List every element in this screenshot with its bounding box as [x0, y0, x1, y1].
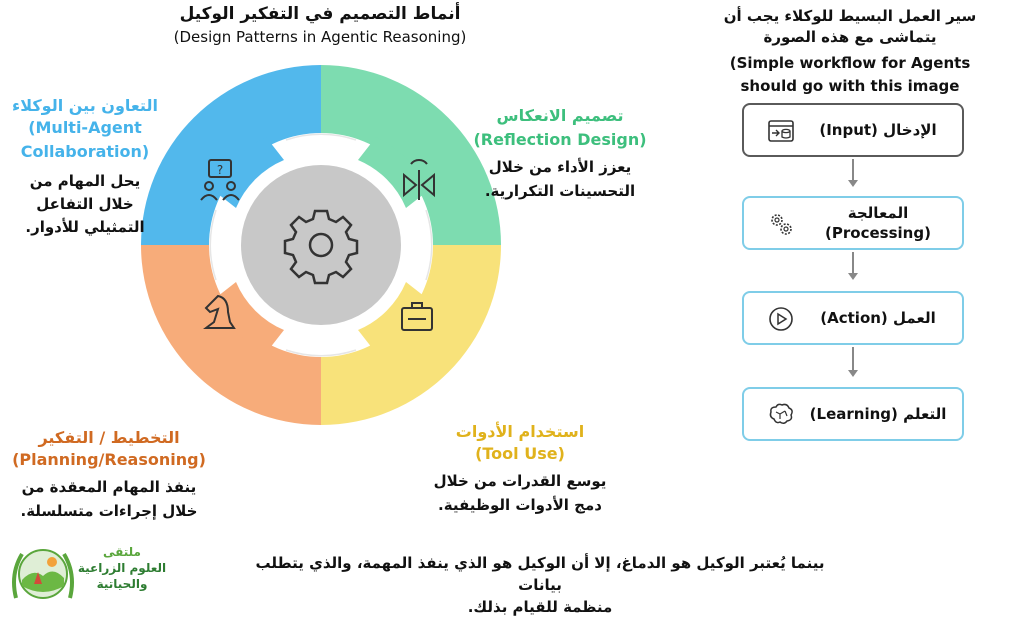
learning-step-label: [808, 389, 948, 439]
tool-use-title-english: (Tool Use): [475, 444, 565, 463]
diagram-title-arabic: أنماط التصميم في التفكير الوكيل: [179, 4, 461, 24]
workflow-title-english-1: (Simple workflow for Agents: [729, 54, 971, 72]
reflection-desc-2: التحسينات التكرارية.: [484, 182, 636, 200]
multi-agent-title-arabic: التعاون بين الوكلاء: [12, 96, 158, 115]
reflection-title-english: (Reflection Design): [473, 130, 647, 149]
workflow-title-arabic-1: سير العمل البسيط للوكلاء يجب أن: [723, 7, 977, 25]
processing-step-english: (Processing): [825, 224, 931, 242]
logo: [8, 540, 168, 606]
learning-step-english: (Learning): [809, 405, 898, 423]
tool-use-desc-1: يوسع القدرات من خلال: [433, 472, 607, 490]
processing-step-arabic: المعالجة: [847, 204, 909, 222]
input-database-icon: [768, 118, 794, 144]
logo-line-1: ملتقى: [102, 545, 141, 559]
workflow-step-processing: [742, 196, 964, 250]
design-patterns-wheel: [136, 60, 506, 430]
svg-text:?: ?: [216, 163, 224, 177]
action-step-arabic: العمل: [893, 309, 936, 327]
reflection-title-arabic: تصميم الانعكاس: [496, 106, 624, 125]
workflow-title-arabic-2: يتماشى مع هذه الصورة: [763, 28, 937, 46]
multi-agent-desc-2: خلال التفاعل: [36, 195, 134, 213]
footer-note: [240, 552, 840, 618]
planning-title-english: (Planning/Reasoning): [12, 450, 206, 469]
workflow-title-english-2: should go with this image: [740, 77, 960, 95]
gears-icon: [768, 211, 794, 237]
workflow-arrow-3: [852, 347, 854, 375]
workflow-title-arabic: [700, 6, 1000, 48]
workflow-arrow-2: [852, 252, 854, 278]
diagram-title-english: (Design Patterns in Agentic Reasoning): [173, 28, 467, 46]
play-icon: [768, 306, 794, 332]
workflow-title-english: [700, 52, 1000, 98]
tool-use-title-arabic: استخدام الأدوات: [455, 422, 585, 441]
logo-emblem-icon: [8, 540, 78, 606]
multi-agent-title-english-1: (Multi-Agent: [28, 118, 142, 137]
workflow-step-input: [742, 103, 964, 157]
tool-use-desc-2: دمج الأدوات الوظيفية.: [438, 496, 602, 514]
input-step-label: [808, 105, 948, 155]
reflection-desc-1: يعزز الأداء من خلال: [488, 158, 632, 176]
planning-desc-1: ينفذ المهام المعقدة من: [21, 478, 197, 496]
workflow-step-action: [742, 291, 964, 345]
footer-note-line-1: بينما يُعتبر الوكيل هو الدماغ، إلا أن الوكيل هو الذي ينفذ المهمة، والذي يتطلب بيانات: [255, 554, 825, 594]
center-hub: [241, 165, 401, 325]
planning-title-arabic: التخطيط / التفكير: [38, 428, 180, 447]
learning-step-arabic: التعلم: [903, 405, 947, 423]
workflow-arrow-1: [852, 159, 854, 185]
action-step-label: [808, 293, 948, 343]
processing-step-label: [808, 198, 948, 248]
planning-desc-2: خلال إجراءات متسلسلة.: [20, 502, 198, 520]
multi-agent-title-english-2: Collaboration): [20, 142, 150, 161]
multi-agent-desc-1: يحل المهام من: [29, 172, 141, 190]
input-step-arabic: الإدخال: [883, 121, 937, 139]
footer-note-line-2: منظمة للقيام بذلك.: [467, 598, 613, 616]
multi-agent-desc-3: التمثيلي للأدوار.: [25, 218, 145, 236]
action-step-english: (Action): [820, 309, 888, 327]
workflow-step-learning: [742, 387, 964, 441]
logo-line-2: العلوم الزراعية: [77, 561, 167, 575]
input-step-english: (Input): [819, 121, 878, 139]
logo-line-3: والحياتية: [96, 577, 148, 591]
brain-icon: [768, 402, 794, 428]
